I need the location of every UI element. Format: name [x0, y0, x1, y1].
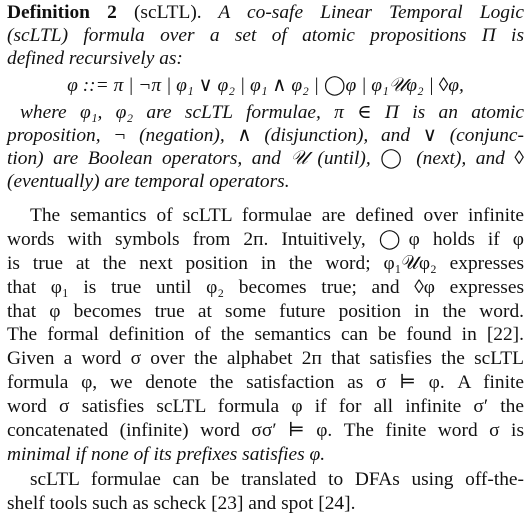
- paragraph-1-line-4: that φ₁ is true until φ₂ becomes true; and ◊φ expresses: [7, 277, 524, 298]
- definition-line-3: defined recursively as:: [7, 48, 183, 69]
- paragraph-1-line-6: The formal definition of the semantics can be found in [22].: [7, 324, 524, 345]
- paragraph-2-line-1: scLTL formulae can be translated to DFAs using off-the-: [30, 469, 524, 490]
- paragraph-1-line-7: Given a word σ over the alphabet 2ᴨ that satisfies the scLTL: [7, 348, 524, 369]
- paragraph-1-line-11: [7, 443, 524, 466]
- definition-line-1: [7, 1, 524, 24]
- paragraph-1-line-9: word σ satisfies scLTL formula φ if for all infinite σ′ the: [7, 396, 524, 417]
- definition-after-line-2: proposition, ¬ (negation), ∧ (disjunction), and ∨ (conjunc-: [7, 125, 524, 146]
- paragraph-1-line-8: formula φ, we denote the satisfaction as σ ⊨ φ. A finite: [7, 372, 524, 393]
- paragraph-1-line-10: concatenated (infinite) word σσ′ ⊨ φ. The finite word σ is: [7, 420, 524, 441]
- definition-formula: φ ::= π | ¬π | φ₁ ∨ φ₂ | φ₁ ∧ φ₂ | ◯φ | φ₁𝒰φ₂ | ◊φ,: [67, 75, 464, 96]
- definition-heading: Definition 2: [7, 2, 117, 23]
- paragraph-2-line-2: shelf tools such as scheck [23] and spot [24].: [7, 493, 356, 514]
- definition-text: A co-safe Linear Temporal Logic: [201, 2, 524, 23]
- paragraph-1-last: minimal if none of its prefixes satisfies φ.: [7, 444, 326, 465]
- paragraph-1-line-3: is true at the next position in the word; φ₁𝒰φ₂ expresses: [7, 253, 524, 274]
- paragraph-1-line-5: that φ becomes true at some future position in the word.: [7, 301, 524, 322]
- definition-heading-note: (scLTL).: [133, 2, 202, 23]
- definition-after-line-4: (eventually) are temporal operators.: [7, 171, 290, 192]
- paragraph-1-line-1: The semantics of scLTL formulae are defined over infinite: [30, 205, 524, 226]
- definition-after-line-3: tion) are Boolean operators, and 𝒰 (until), ◯ (next), and ◊: [7, 148, 524, 169]
- paragraph-1-line-2: words with symbols from 2ᴨ. Intuitively, ◯φ holds if φ: [7, 229, 524, 250]
- definition-line-2: (scLTL) formula over a set of atomic propositions Π is: [7, 25, 524, 46]
- definition-after-line-1: where φ₁, φ₂ are scLTL formulae, π ∈ Π is an atomic: [20, 102, 524, 123]
